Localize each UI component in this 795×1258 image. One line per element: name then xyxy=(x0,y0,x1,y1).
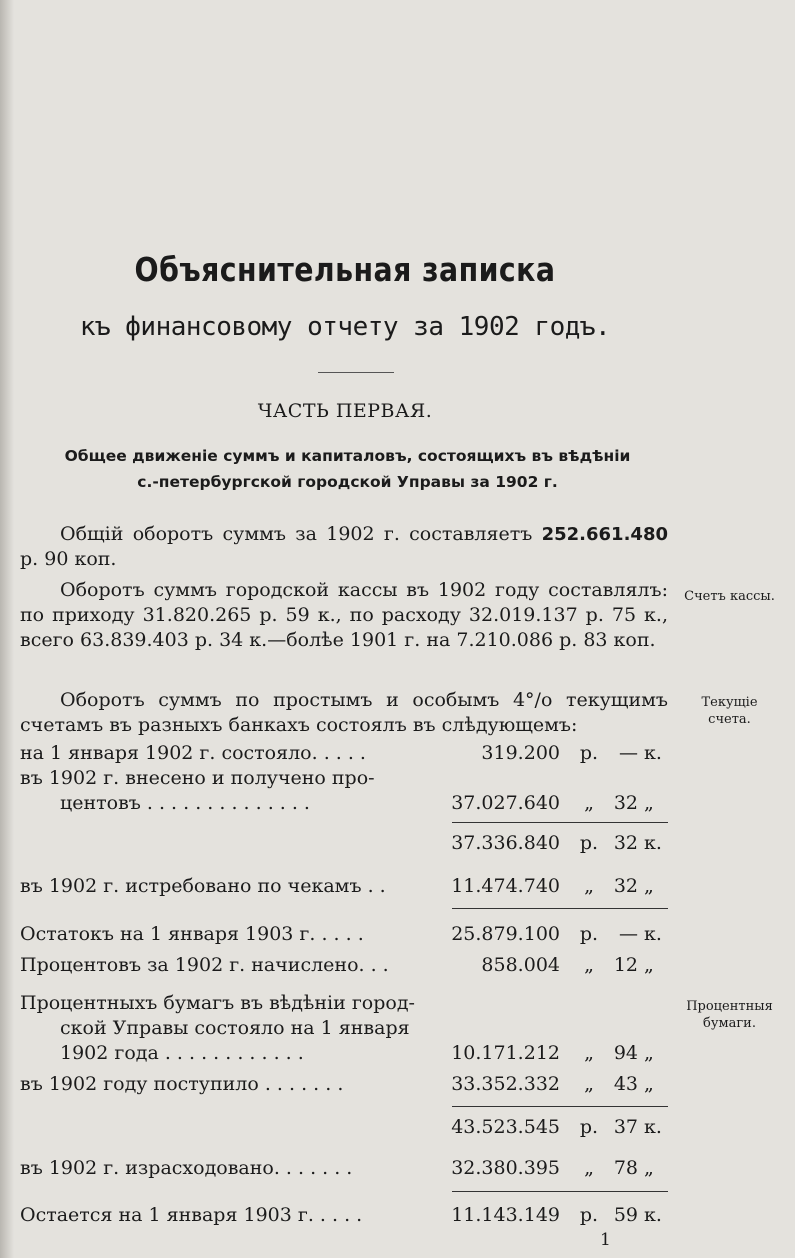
row-label: въ 1902 г. израсходовано. . . . . . . xyxy=(20,1157,353,1179)
row-kop: 94 xyxy=(613,1042,638,1064)
margin-note-line: бумаги. xyxy=(703,1016,756,1031)
table-row xyxy=(20,1116,670,1142)
row-kop: 37 xyxy=(613,1116,638,1138)
margin-note-kassa: Счетъ кассы. xyxy=(684,589,775,604)
row-k: к. xyxy=(644,1116,662,1138)
table-row xyxy=(20,954,670,980)
row-k: к. xyxy=(644,832,662,854)
sum-rule xyxy=(452,1191,668,1192)
row-amount: 37.027.640 xyxy=(451,792,560,814)
row-label: въ 1902 г. истребовано по чекамъ . . xyxy=(20,875,386,897)
divider xyxy=(318,372,394,373)
row-label: въ 1902 г. внесено и получено про- xyxy=(20,767,375,789)
section-heading xyxy=(30,443,665,495)
margin-note-line: счета. xyxy=(708,712,751,727)
row-k: „ xyxy=(644,1073,654,1095)
row-label: Остатокъ на 1 января 1903 г. . . . . xyxy=(20,923,364,945)
row-k: „ xyxy=(644,792,654,814)
row-rub: р. xyxy=(579,742,599,764)
page-edge-shadow xyxy=(0,0,14,1258)
row-k: „ xyxy=(644,875,654,897)
row-amount: 10.171.212 xyxy=(451,1042,560,1064)
sum-rule xyxy=(452,908,668,909)
table-row xyxy=(20,1204,670,1230)
row-k: „ xyxy=(644,1042,654,1064)
table-row xyxy=(20,792,670,818)
row-label: Процентныхъ бумагъ въ вѣдѣніи город- xyxy=(20,992,415,1014)
row-k: к. xyxy=(644,923,662,945)
row-rub: „ xyxy=(584,792,594,814)
table-row xyxy=(20,992,670,1018)
row-label: на 1 января 1902 г. состояло. . . . . xyxy=(20,742,366,764)
row-k: к. xyxy=(644,1204,662,1226)
row-amount: 25.879.100 xyxy=(451,923,560,945)
sum-rule xyxy=(452,1106,668,1107)
margin-note-accounts xyxy=(672,694,787,728)
row-label: центовъ . . . . . . . . . . . . . . xyxy=(60,792,310,814)
section-heading-line: Общее движеніе суммъ и капиталовъ, состоящихъ въ вѣдѣніи xyxy=(64,447,631,465)
table-row xyxy=(20,1017,670,1043)
row-kop: — xyxy=(619,923,638,945)
row-k: к. xyxy=(644,742,662,764)
row-k: „ xyxy=(644,1157,654,1179)
row-kop: 32 xyxy=(613,875,638,897)
row-amount: 319.200 xyxy=(481,742,560,764)
page-subtitle: къ финансовому отчету за 1902 годъ. xyxy=(79,312,611,342)
row-amount: 43.523.545 xyxy=(451,1116,560,1138)
margin-note-line: Текущіе xyxy=(701,695,758,710)
table-row xyxy=(20,1042,670,1068)
row-amount: 858.004 xyxy=(481,954,560,976)
row-rub: р. xyxy=(579,832,599,854)
row-rub: „ xyxy=(584,875,594,897)
total-amount: 252.661.480 xyxy=(541,524,668,545)
row-label: въ 1902 году поступило . . . . . . . xyxy=(20,1073,344,1095)
row-kop: 78 xyxy=(613,1157,638,1179)
table-row xyxy=(20,832,670,858)
row-rub: „ xyxy=(584,1042,594,1064)
row-label: Остается на 1 января 1903 г. . . . . xyxy=(20,1204,363,1226)
table-row xyxy=(20,1073,670,1099)
row-rub: р. xyxy=(579,923,599,945)
row-rub: „ xyxy=(584,1157,594,1179)
paragraph-text: Общій оборотъ суммъ за 1902 г. составляетъ xyxy=(60,523,542,545)
row-label: ской Управы состояло на 1 января xyxy=(60,1017,410,1039)
row-kop: 32 xyxy=(613,832,638,854)
paragraph-total-turnover xyxy=(20,522,668,572)
row-label: 1902 года . . . . . . . . . . . . xyxy=(60,1042,304,1064)
table-row xyxy=(20,875,670,901)
margin-note-papers xyxy=(672,998,787,1032)
row-rub: „ xyxy=(584,954,594,976)
table-row xyxy=(20,923,670,949)
row-kop: 43 xyxy=(613,1073,638,1095)
paragraph-tail: р. 90 коп. xyxy=(20,548,117,570)
row-kop: 12 xyxy=(613,954,638,976)
table-row xyxy=(20,1157,670,1183)
page-number: 1 xyxy=(600,1230,611,1250)
paragraph-cash-turnover: Оборотъ суммъ городской кассы въ 1902 году составлялъ: по приходу 31.820.265 р. 59 к., по расходу 32.019.137 р. 75 к., всего 63.839.403 р. 34 к.—болѣе 1901 г. на 7.210.086 р. 83 коп. xyxy=(20,579,668,651)
row-amount: 11.143.149 xyxy=(451,1204,560,1226)
row-kop: 32 xyxy=(613,792,638,814)
row-rub: р. xyxy=(579,1116,599,1138)
row-amount: 11.474.740 xyxy=(451,875,560,897)
row-kop: 59 xyxy=(613,1204,638,1226)
section-heading-line: с.-петербургской городской Управы за 1902 г. xyxy=(137,473,558,491)
table-row xyxy=(20,742,670,768)
row-rub: р. xyxy=(579,1204,599,1226)
row-amount: 32.380.395 xyxy=(451,1157,560,1179)
margin-note-line: Процентныя xyxy=(686,999,773,1014)
row-kop: — xyxy=(619,742,638,764)
sum-rule xyxy=(452,822,668,823)
part-heading: ЧАСТЬ ПЕРВАЯ. xyxy=(257,400,433,422)
row-label: Процентовъ за 1902 г. начислено. . . xyxy=(20,954,389,976)
paragraph-accounts: Оборотъ суммъ по простымъ и особымъ 4°/o текущимъ счетамъ въ разныхъ банкахъ состоялъ въ слѣдующемъ: xyxy=(20,689,668,736)
row-rub: „ xyxy=(584,1073,594,1095)
row-k: „ xyxy=(644,954,654,976)
row-amount: 33.352.332 xyxy=(451,1073,560,1095)
row-amount: 37.336.840 xyxy=(451,832,560,854)
page-title: Объяснительная записка xyxy=(134,250,556,289)
table-row xyxy=(20,767,670,793)
